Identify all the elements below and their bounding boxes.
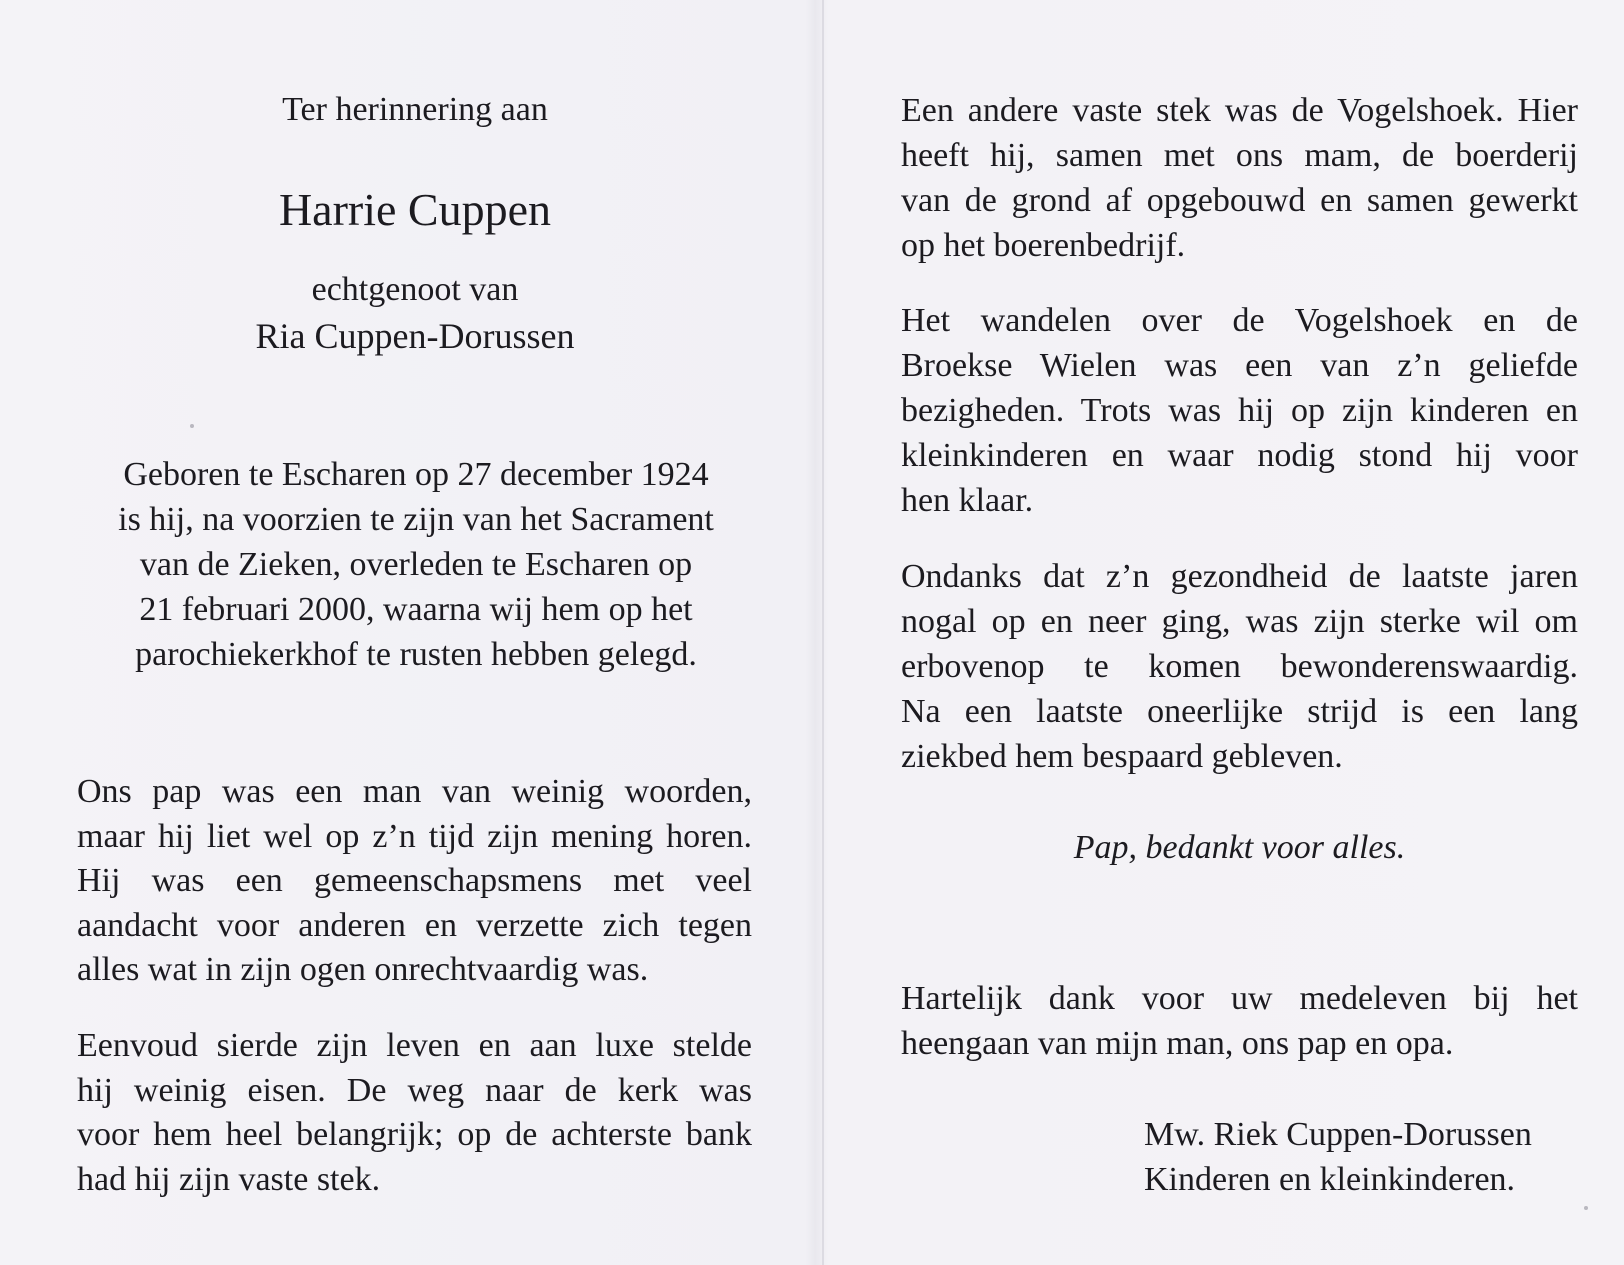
text-line: op het boerenbedrijf. xyxy=(901,227,1186,264)
paragraph-simplicity xyxy=(77,1024,752,1202)
card-fold xyxy=(822,0,824,1265)
text-line: hen klaar. xyxy=(901,482,1034,519)
text-line: Geboren te Escharen op 27 december 1924 xyxy=(123,456,709,493)
signature-block xyxy=(1144,1112,1584,1202)
signature-family: Kinderen en kleinkinderen. xyxy=(1144,1161,1516,1198)
text-line: heengaan van mijn man, ons pap en opa. xyxy=(901,1025,1454,1062)
text-line: Hartelijk dank voor uw medeleven bij het xyxy=(901,980,1578,1017)
text-line: Het wandelen over de Vogelshoek en de xyxy=(901,302,1578,339)
text-line: had hij zijn vaste stek. xyxy=(77,1160,381,1198)
closing-italic-line: Pap, bedankt voor alles. xyxy=(1073,829,1406,866)
text-line: aandacht voor anderen en verzette zich tegen xyxy=(77,906,752,944)
paragraph-vogelshoek xyxy=(901,88,1578,268)
text-line: bezigheden. Trots was hij op zijn kinderen en xyxy=(901,392,1578,429)
spouse-name: Ria Cuppen-Dorussen xyxy=(255,316,575,356)
intro-text: Ter herinnering aan xyxy=(282,91,548,128)
paper-speck xyxy=(190,424,194,428)
text-line: Ons pap was een man van weinig woorden, xyxy=(77,773,752,810)
text-line: Ondanks dat z’n gezondheid de laatste jaren xyxy=(901,558,1578,595)
text-line: Eenvoud sierde zijn leven en aan luxe stelde xyxy=(77,1027,752,1064)
text-line: Een andere vaste stek was de Vogelshoek. Hier xyxy=(901,92,1578,129)
paragraph-walking xyxy=(901,298,1578,523)
paper-speck xyxy=(1584,1206,1588,1210)
text-line: parochiekerkhof te rusten hebben gelegd. xyxy=(135,636,697,673)
text-line: hij weinig eisen. De weg naar de kerk was xyxy=(77,1071,752,1109)
text-line: van de grond af opgebouwd en samen gewerkt xyxy=(901,182,1578,219)
deceased-name: Harrie Cuppen xyxy=(278,184,552,235)
text-line: van de Zieken, overleden te Escharen op xyxy=(139,546,693,583)
text-line: voor hem heel belangrijk; op de achterste bank xyxy=(77,1116,752,1154)
text-line: heeft hij, samen met ons mam, de boerderij xyxy=(901,137,1578,174)
text-line: Broekse Wielen was een van z’n geliefde xyxy=(901,347,1578,384)
text-line: alles wat in zijn ogen onrechtvaardig was. xyxy=(77,951,649,989)
signature-name: Mw. Riek Cuppen-Dorussen xyxy=(1144,1116,1532,1153)
text-line: erbovenop te komen bewonderenswaardig. xyxy=(901,648,1578,685)
text-line: kleinkinderen en waar nodig stond hij voor xyxy=(901,437,1578,474)
text-line: Na een laatste oneerlijke strijd is een lang xyxy=(901,693,1578,730)
spouse-label: echtgenoot van xyxy=(311,271,519,308)
text-line: maar hij liet wel op z’n tijd zijn mening horen. xyxy=(77,817,752,855)
paragraph-character xyxy=(77,770,752,993)
text-line: is hij, na voorzien te zijn van het Sacrament xyxy=(118,501,714,538)
text-line: Hij was een gemeenschapsmens met veel xyxy=(77,862,752,900)
paragraph-health xyxy=(901,554,1578,779)
text-line: 21 februari 2000, waarna wij hem op het xyxy=(139,591,693,628)
text-line: nogal op en neer ging, was zijn sterke wil om xyxy=(901,603,1578,640)
paragraph-thanks xyxy=(901,976,1578,1066)
text-line: ziekbed hem bespaard gebleven. xyxy=(901,738,1343,775)
birth-death-paragraph xyxy=(76,452,756,677)
